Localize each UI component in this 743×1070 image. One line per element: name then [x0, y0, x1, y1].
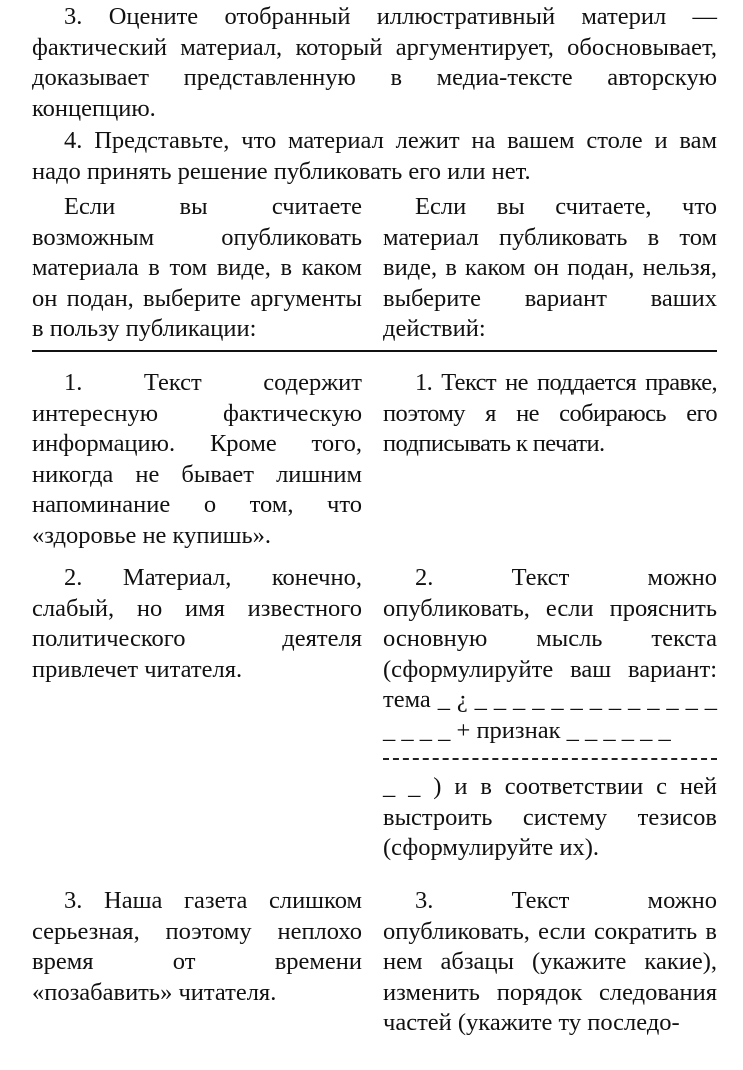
right-item-2-part-3: _ _ ) и в соответствии с ней выстроить систему тезисов (сформулируйте их).: [383, 773, 717, 861]
right-column-header: Если вы считаете, что материал публиковать в том виде, в каком он подан, нельзя, выберите вариант ваших действий:: [383, 193, 717, 342]
right-item-2-part-2: _ _ _ _ _ + признак _ _ _ _ _ _: [383, 686, 717, 744]
column-divider: [32, 350, 717, 352]
left-column-header: Если вы считаете возможным опубликовать материала в том виде, в каком он подан, выберите аргументы в пользу публикации:: [32, 193, 362, 342]
intro-item-4: 4. Представьте, что материал лежит на вашем столе и вам надо принять решение публиковать его или нет.: [32, 127, 717, 185]
right-item-2-part-1: 2. Текст можно опубликовать, если прояснить основную мысль текста (сформулируйте ваш вариант: тема _ ¿ _ _ _ _ _ _ _ _ _ _ _ _: [383, 564, 717, 713]
left-item-2: 2. Материал, конечно, слабый, но имя известного политического деятеля привлечет читателя.: [32, 564, 362, 683]
right-item-1: 1. Текст не поддается правке, поэтому я не собираюсь его подписывать к печати.: [383, 369, 717, 457]
right-item-3: 3. Текст можно опубликовать, если сократить в нем абзацы (укажите какие), изменить порядок следования частей (укажите ту последо-: [383, 887, 717, 1036]
left-item-3: 3. Наша газета слишком серьезная, поэтому неплохо время от времени «позабавить» читателя.: [32, 887, 362, 1006]
blank-line: [383, 758, 717, 760]
left-item-1: 1. Текст содержит интересную фактическую информацию. Кроме того, никогда не бывает лишним напоминание о том, что «здоровье не купишь».: [32, 369, 362, 549]
intro-item-3: 3. Оцените отобранный иллюстративный материл — фактический материал, который аргументирует, обосновывает, доказывает представленную в медиа-тексте авторскую концепцию.: [32, 3, 717, 122]
right-item-2: [383, 563, 717, 864]
